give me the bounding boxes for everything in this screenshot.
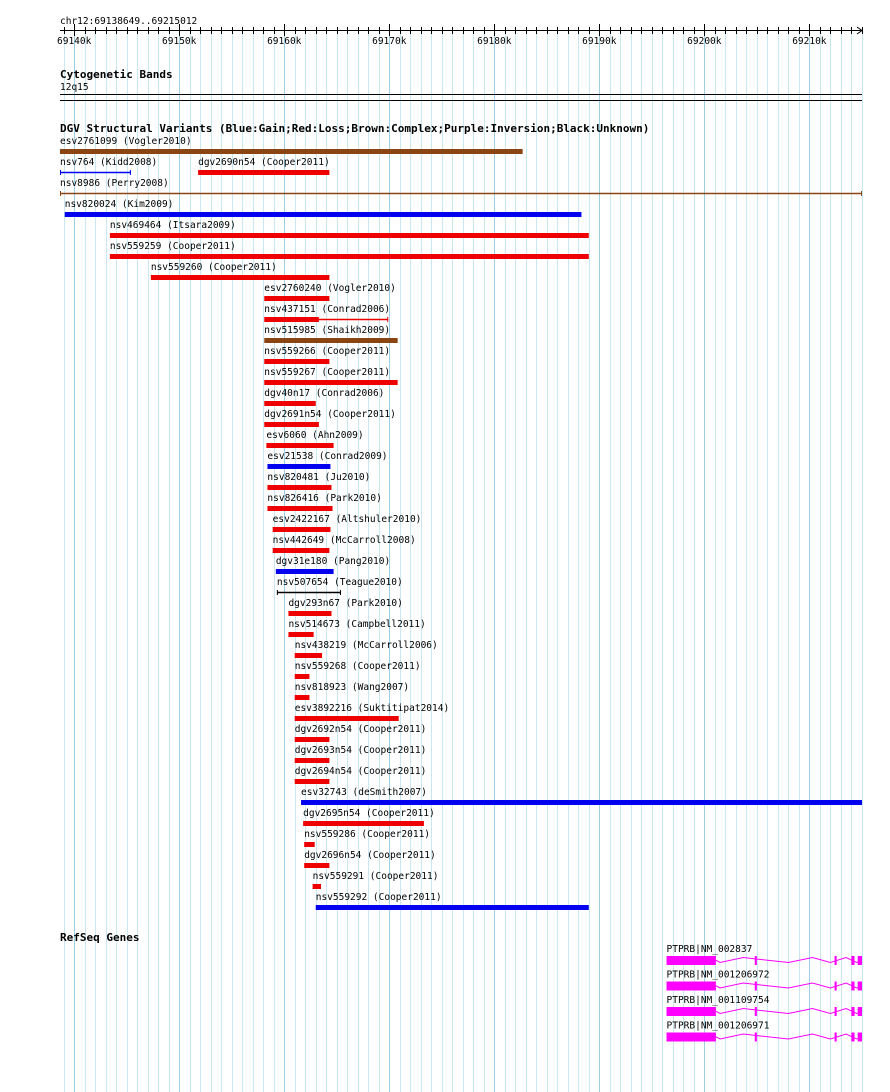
ruler-tick-label: 69150k: [162, 36, 197, 47]
variant-label: dgv2691n54 (Cooper2011): [264, 409, 396, 420]
variant-label: nsv559259 (Cooper2011): [109, 241, 236, 252]
gene-exon: [667, 1007, 716, 1016]
gene-intron: [711, 1009, 862, 1014]
variant-bar: [316, 905, 589, 910]
variant-label: dgv2696n54 (Cooper2011): [304, 850, 436, 861]
variant-label: esv2761099 (Vogler2010): [60, 136, 192, 147]
variant-label: esv3892216 (Suktitipat2014): [294, 703, 450, 714]
gene-exon: [755, 1033, 757, 1042]
variant-feature: [264, 346, 390, 364]
variant-bar: [295, 674, 310, 679]
variant-feature: [295, 766, 427, 784]
variant-label: nsv8986 (Perry2008): [60, 178, 169, 189]
variant-feature: [295, 724, 427, 742]
variant-feature: [304, 829, 430, 847]
gene-exon: [858, 1007, 862, 1016]
variant-feature: [267, 451, 387, 469]
variant-feature: [65, 199, 582, 217]
variant-feature: [264, 304, 390, 322]
variant-bar: [301, 800, 862, 805]
variant-label: dgv40n17 (Conrad2006): [264, 388, 385, 399]
gene-model: [667, 970, 862, 991]
variant-feature: [60, 136, 523, 154]
variant-bar: [276, 569, 334, 574]
variant-bar: [303, 821, 424, 826]
variant-feature: [264, 325, 397, 343]
gene-exon: [858, 956, 862, 965]
gene-exon: [835, 956, 837, 965]
variant-feature: [276, 556, 390, 574]
variant-label: dgv31e180 (Pang2010): [275, 556, 391, 567]
cytoband-track-title: Cytogenetic Bands: [60, 68, 173, 81]
variant-feature: [288, 598, 402, 616]
coordinate-ruler: [57, 24, 862, 47]
variant-feature: [198, 157, 330, 175]
variant-bar: [110, 233, 589, 238]
gene-intron: [711, 1034, 862, 1039]
variant-bar: [60, 149, 523, 154]
variant-label: dgv2693n54 (Cooper2011): [294, 745, 427, 756]
variant-bar: [267, 485, 331, 490]
ruler-tick-label: 69180k: [477, 36, 512, 47]
ruler-tick-label: 69190k: [582, 36, 617, 47]
variant-bar: [295, 758, 330, 763]
dgv-variants-track: [60, 136, 862, 910]
variant-feature: [273, 535, 416, 553]
variant-bar: [273, 548, 330, 553]
gene-exon: [667, 956, 716, 965]
variant-label: nsv559268 (Cooper2011): [294, 661, 421, 672]
variant-bar: [295, 737, 330, 742]
variant-feature: [266, 430, 363, 448]
variant-bar: [110, 254, 589, 259]
gene-label: PTPRB|NM_001109754: [666, 995, 770, 1006]
gene-intron: [711, 958, 862, 963]
gene-exon: [755, 982, 757, 991]
gene-exon: [755, 1007, 757, 1016]
variant-bar: [295, 716, 399, 721]
variant-label: nsv820024 (Kim2009): [64, 199, 174, 210]
variant-feature: [313, 871, 439, 889]
gene-exon: [835, 1007, 837, 1016]
variant-bar: [266, 443, 333, 448]
variant-feature: [264, 409, 396, 427]
variant-bar: [273, 527, 331, 532]
variant-bar: [288, 611, 331, 616]
variant-bar: [264, 422, 319, 427]
gene-label: PTPRB|NM_001206971: [666, 1020, 770, 1032]
variant-label: nsv818923 (Wang2007): [294, 682, 410, 693]
variant-feature: [303, 808, 435, 826]
variant-feature: [295, 682, 409, 700]
gene-exon: [851, 1033, 854, 1042]
variant-feature: [288, 619, 425, 637]
variant-label: nsv559291 (Cooper2011): [312, 871, 439, 882]
variant-label: nsv559266 (Cooper2011): [264, 346, 391, 357]
variant-bar: [264, 380, 397, 385]
ruler-tick-label: 69160k: [267, 36, 302, 47]
gene-label: PTPRB|NM_002837: [666, 944, 753, 955]
gene-exon: [851, 956, 854, 965]
gene-model: [667, 995, 862, 1016]
refseq-genes-track: [667, 944, 862, 1042]
gene-exon: [835, 982, 837, 991]
variant-feature: [295, 661, 421, 679]
variant-label: esv6060 (Ahn2009): [266, 430, 364, 441]
variant-feature: [304, 850, 436, 868]
variant-feature: [301, 787, 862, 805]
variant-feature: [151, 262, 330, 280]
gene-exon: [667, 1033, 716, 1042]
variant-label: nsv438219 (McCarroll2006): [294, 640, 438, 651]
variant-bar: [288, 632, 313, 637]
ruler-tick-label: 69210k: [792, 36, 827, 47]
variant-bar: [295, 779, 330, 784]
variant-feature: [264, 283, 396, 301]
variant-label: nsv442649 (McCarroll2008): [272, 535, 416, 546]
variant-feature: [295, 745, 427, 763]
ruler-tick-label: 69200k: [687, 36, 722, 47]
variant-bar: [264, 401, 315, 406]
variant-label: esv2760240 (Vogler2010): [264, 283, 396, 294]
gene-exon: [858, 982, 862, 991]
variant-bar: [304, 842, 315, 847]
variant-feature: [267, 472, 370, 490]
variant-feature: [295, 703, 449, 721]
gene-label: PTPRB|NM_001206972: [666, 969, 770, 981]
variant-feature: [60, 157, 157, 175]
variant-label: dgv2690n54 (Cooper2011): [198, 157, 330, 168]
variant-bar: [313, 884, 321, 889]
variant-label: dgv293n67 (Park2010): [288, 598, 403, 609]
variant-label: nsv437151 (Conrad2006): [264, 304, 391, 315]
location-label: chr12:69138649..69215012: [60, 16, 198, 27]
variant-bar: [295, 653, 322, 658]
variant-feature: [60, 178, 862, 196]
variant-feature: [264, 388, 384, 406]
gene-exon: [835, 1033, 837, 1042]
variant-label: nsv559260 (Cooper2011): [150, 262, 277, 273]
variant-label: nsv559267 (Cooper2011): [264, 367, 391, 378]
variant-label: nsv469464 (Itsara2009): [109, 220, 236, 231]
variant-bar: [295, 695, 310, 700]
variant-label: nsv507654 (Teague2010): [276, 577, 403, 588]
variant-label: dgv2692n54 (Cooper2011): [294, 724, 427, 735]
variant-label: nsv514673 (Campbell2011): [288, 619, 426, 630]
ruler-tick-label: 69140k: [57, 36, 92, 47]
variant-feature: [110, 241, 589, 259]
gene-exon: [667, 982, 716, 991]
variant-label: esv32743 (deSmith2007): [301, 787, 427, 798]
variant-bar: [198, 170, 329, 175]
variant-label: dgv2695n54 (Cooper2011): [303, 808, 435, 819]
gene-intron: [711, 983, 862, 988]
variant-label: nsv559292 (Cooper2011): [315, 892, 442, 903]
variant-bar: [264, 296, 329, 301]
variant-feature: [264, 367, 397, 385]
variant-bar: [65, 212, 582, 217]
dgv-track-title: DGV Structural Variants (Blue:Gain;Red:Loss;Brown:Complex;Purple:Inversion;Black:Unknown): [60, 122, 650, 135]
variant-bar: [267, 506, 332, 511]
variant-label: esv21538 (Conrad2009): [267, 451, 388, 462]
variant-bar: [264, 338, 397, 343]
variant-bar: [267, 464, 330, 469]
gene-exon: [755, 956, 757, 965]
variant-feature: [295, 640, 438, 658]
gene-exon: [851, 1007, 854, 1016]
cytoband-label: 12q15: [60, 82, 89, 93]
variant-label: nsv515985 (Shaikh2009): [264, 325, 391, 336]
variant-label: nsv764 (Kidd2008): [60, 157, 158, 168]
variant-bar: [264, 359, 329, 364]
gene-model: [667, 1021, 862, 1042]
gene-exon: [858, 1033, 862, 1042]
variant-label: nsv826416 (Park2010): [267, 493, 382, 504]
gene-exon: [851, 982, 854, 991]
variant-label: nsv820481 (Ju2010): [267, 472, 371, 483]
refseq-track-title: RefSeq Genes: [60, 931, 140, 944]
ruler-tick-label: 69170k: [372, 36, 407, 47]
variant-label: nsv559286 (Cooper2011): [304, 829, 431, 840]
variant-feature: [277, 577, 403, 595]
background-grid: [65, 28, 863, 1092]
variant-bar: [264, 317, 319, 322]
variant-label: dgv2694n54 (Cooper2011): [294, 766, 427, 777]
variant-feature: [110, 220, 589, 238]
variant-bar: [151, 275, 330, 280]
variant-feature: [267, 493, 381, 511]
variant-label: esv2422167 (Altshuler2010): [272, 514, 422, 525]
variant-bar: [304, 863, 329, 868]
gene-model: [667, 944, 862, 965]
